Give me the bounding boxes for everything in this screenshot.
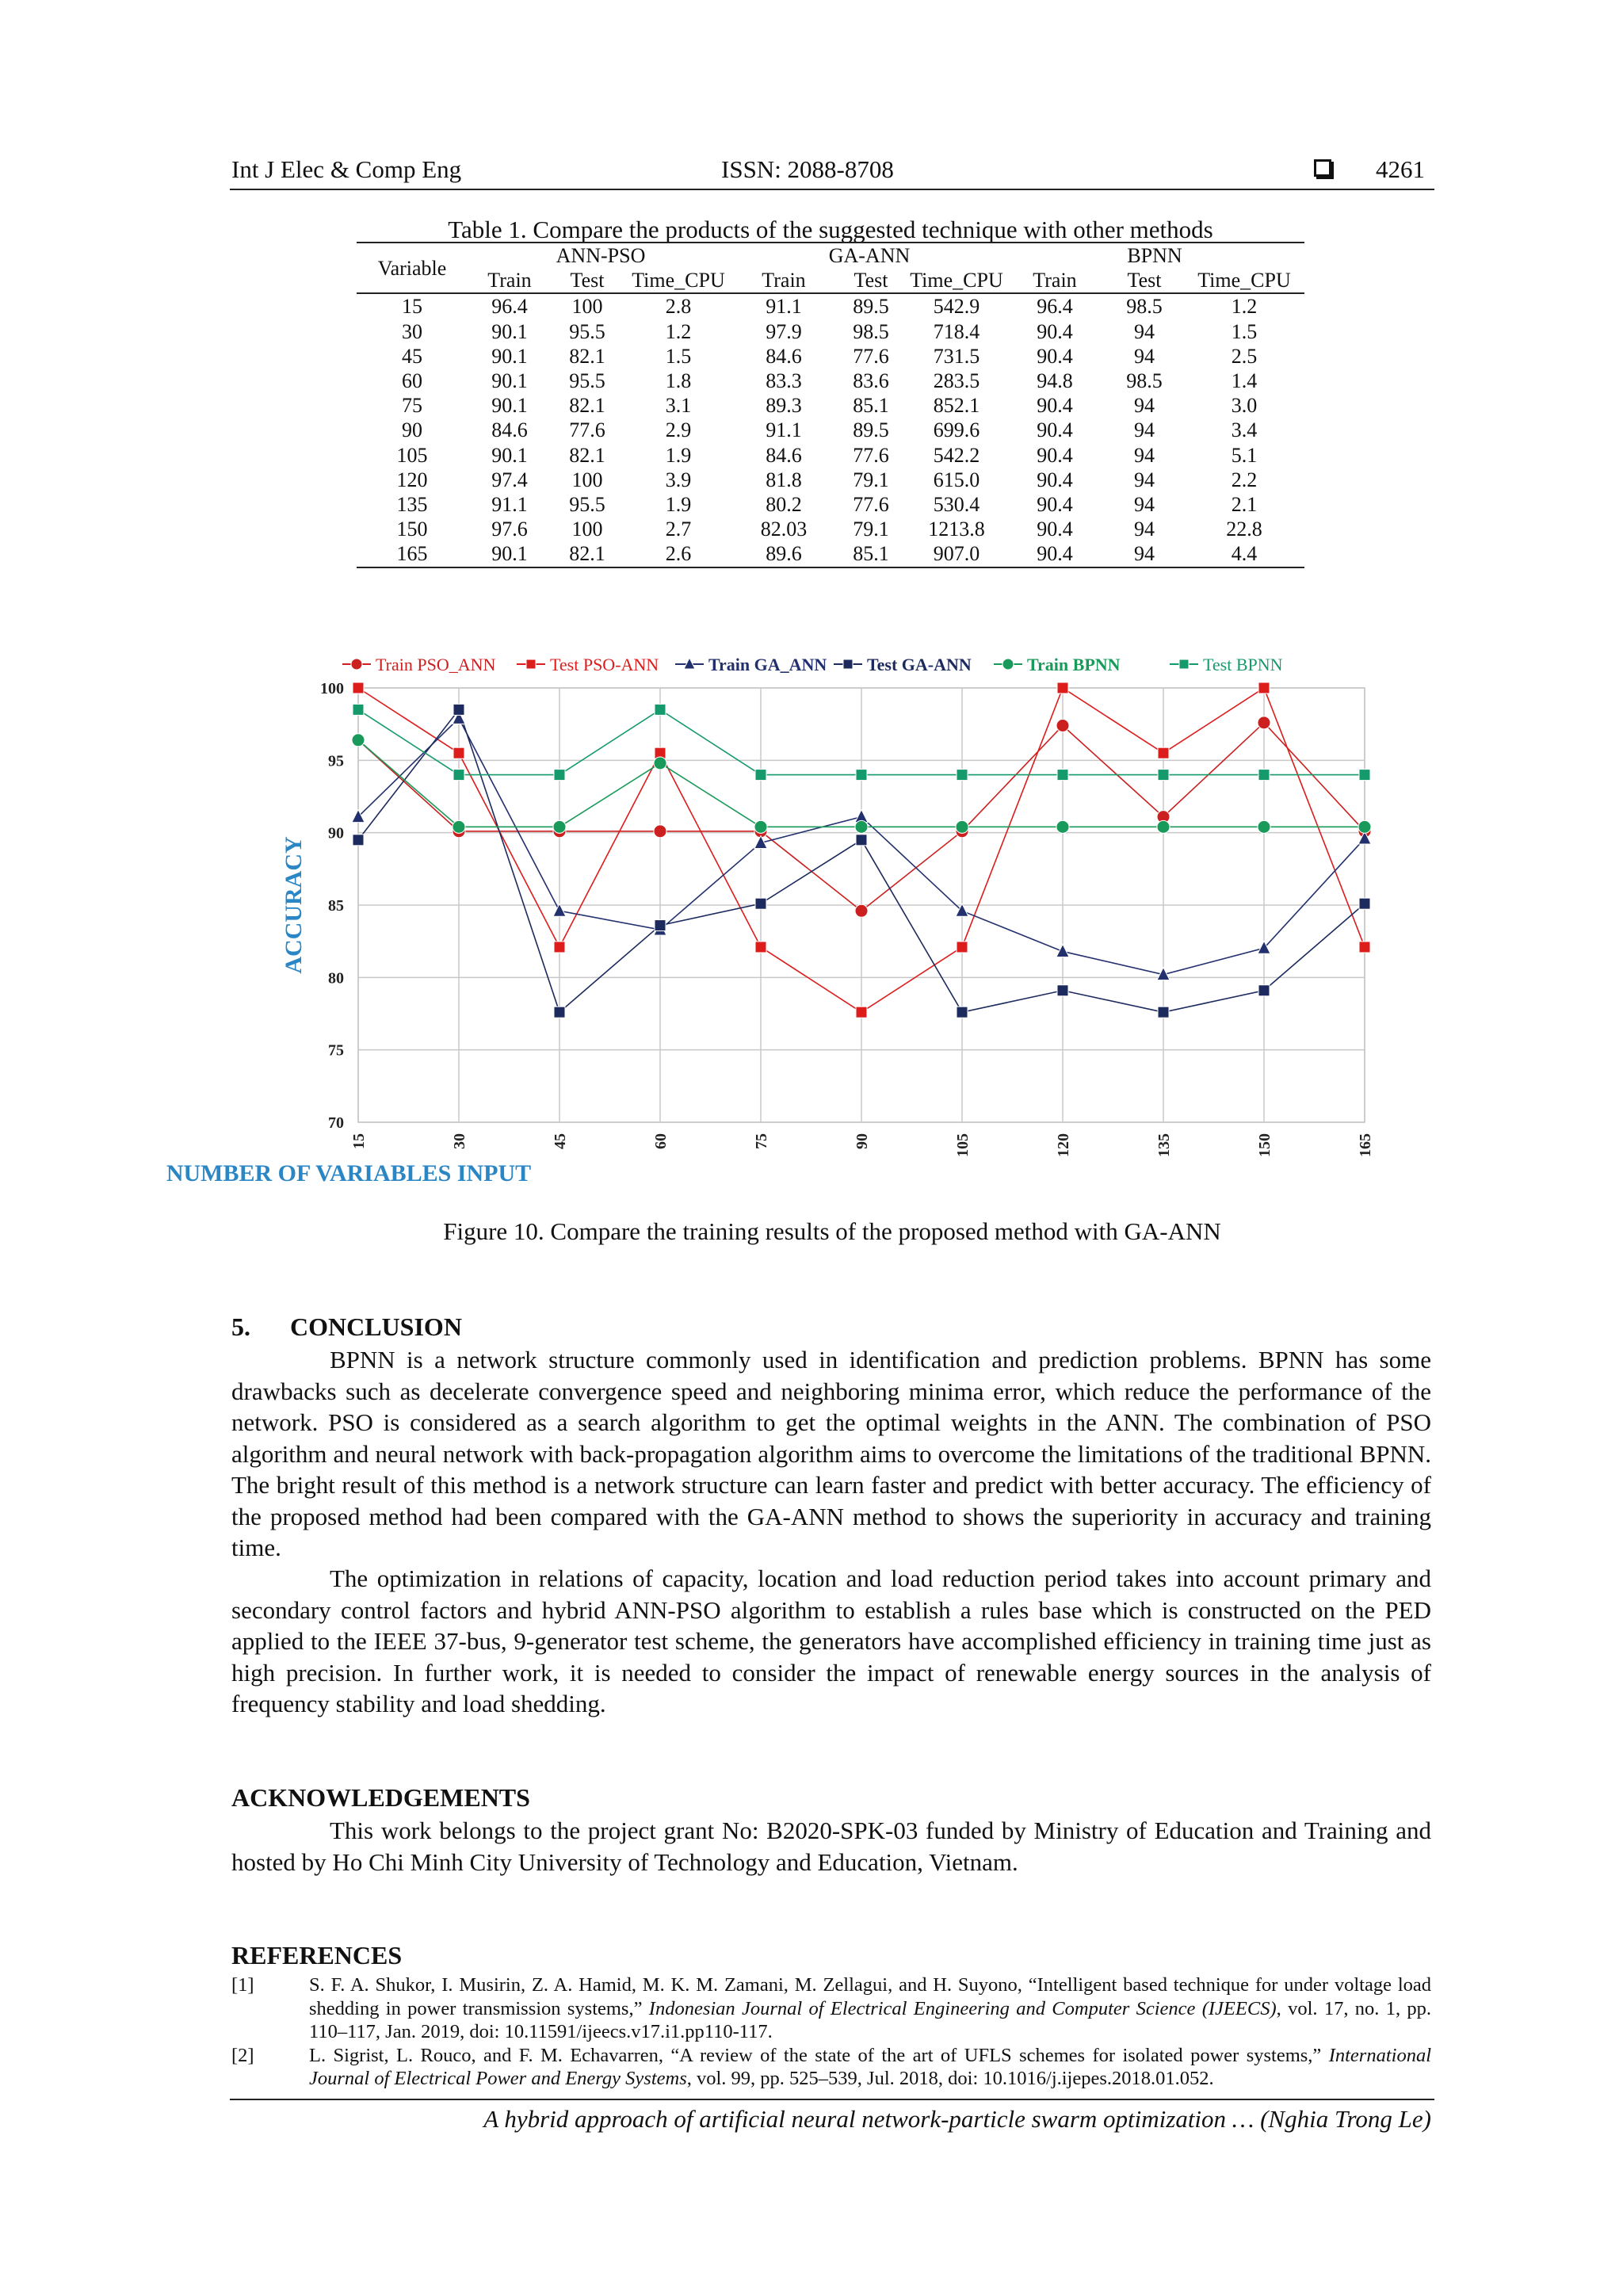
- y-tick-label: 90: [328, 824, 344, 842]
- x-tick-label: 165: [1357, 1133, 1374, 1157]
- table-row: [357, 293, 1304, 319]
- x-tick-label: 135: [1155, 1133, 1173, 1157]
- table-cell: 1.9: [665, 493, 692, 517]
- journal-name: Int J Elec & Comp Eng: [231, 155, 462, 183]
- table-cell: 5.1: [1231, 443, 1258, 467]
- acknowledgements-text: This work belongs to the project grant No: B2020-SPK-03 funded by Ministry of Education and Training and hosted by Ho Chi Minh City University of Technology and Education, Vietnam.: [231, 1817, 1431, 1876]
- data-point: [856, 770, 867, 781]
- y-tick-label: 85: [328, 897, 344, 915]
- table-cell: 1.4: [1231, 369, 1258, 393]
- table-cell: 90.4: [1037, 443, 1073, 467]
- table-cell: 94: [1105, 541, 1184, 567]
- legend-label: Train PSO_ANN: [376, 655, 496, 674]
- table-cell: 135: [396, 493, 428, 517]
- issn: ISSN: 2088-8708: [721, 155, 894, 183]
- table-cell: 2.6: [623, 541, 734, 567]
- page-box-icon: [1314, 159, 1331, 177]
- subheader: Time_CPU: [908, 268, 1005, 293]
- table-cell: 97.4: [491, 468, 528, 491]
- table-cell: 4.4: [1184, 541, 1304, 567]
- table-cell: 75: [402, 394, 422, 418]
- legend-marker: [1002, 659, 1014, 670]
- subheader: Time_CPU: [1184, 268, 1304, 293]
- reference-journal: Indonesian Journal of Electrical Engineering and Computer Science (IJEECS): [648, 1997, 1277, 2019]
- table-cell: 96.4: [1037, 295, 1073, 319]
- table-cell: 95.5: [569, 369, 605, 393]
- data-point: [755, 898, 766, 909]
- table-cell: 2.2: [1231, 468, 1258, 491]
- table-cell: 30: [402, 319, 422, 343]
- references-heading: REFERENCES: [231, 1941, 403, 1969]
- legend-label: Test GA-ANN: [867, 655, 972, 674]
- table-cell: 98.5: [1126, 295, 1163, 319]
- data-point: [554, 770, 565, 781]
- data-point: [655, 704, 666, 715]
- table-cell: 89.3: [766, 394, 802, 418]
- header-rule: [230, 189, 1434, 190]
- data-point: [1157, 820, 1170, 833]
- reference-list: [231, 1973, 1431, 2091]
- subheader: Time_CPU: [623, 268, 734, 293]
- group-header: ANN-PSO: [468, 243, 734, 268]
- x-tick-label: 15: [350, 1133, 368, 1149]
- table-cell: 90.4: [1037, 319, 1073, 343]
- table-cell: 82.03: [760, 518, 808, 541]
- table-row: [357, 541, 1304, 567]
- table-cell: 2.5: [1231, 344, 1258, 368]
- table-cell: 82.1: [569, 394, 605, 418]
- data-point: [755, 942, 766, 953]
- table-cell: 97.6: [491, 518, 528, 541]
- reference-number: [2]: [231, 2044, 254, 2066]
- data-point: [957, 1007, 968, 1018]
- subheader: Test: [834, 268, 908, 293]
- table-cell: 89.6: [734, 541, 834, 567]
- conclusion-paragraph-1: BPNN is a network structure commonly used in identification and prediction problems. BPNN has some drawbacks such as decelerate convergence speed and neighboring minima error, which reduce the performance of the network. PSO is considered as a search algorithm to get the optimal weights in the ANN. The combination of PSO algorithm and neural network with back-propagation algorithm aims to overcome the limitations of the traditional BPNN. The bright result of this method is a network structure can learn faster and predict with better accuracy. The efficiency of the proposed method had been compared with the GA-ANN method to shows the superiority in accuracy and training time.: [231, 1346, 1431, 1561]
- table-caption: Table 1. Compare the products of the suggested technique with other methods: [448, 216, 1213, 243]
- table-row: [357, 393, 1304, 418]
- data-point: [1158, 1007, 1169, 1018]
- table-row: [357, 468, 1304, 492]
- subheader: Train: [468, 268, 552, 293]
- table-cell: 94: [1134, 418, 1155, 442]
- table-cell: 84.6: [766, 344, 802, 368]
- table-cell: 15: [402, 295, 422, 319]
- data-point: [1056, 719, 1069, 732]
- x-tick-label: 30: [451, 1133, 468, 1149]
- data-point: [855, 904, 868, 917]
- table-cell: 90.4: [1037, 518, 1073, 541]
- table-cell: 98.5: [853, 319, 889, 343]
- table-cell: 22.8: [1226, 518, 1262, 541]
- table-cell: 530.4: [933, 493, 980, 517]
- table-cell: 83.3: [766, 369, 802, 393]
- legend-label: Test BPNN: [1203, 655, 1283, 674]
- data-point: [654, 825, 666, 838]
- table-cell: 105: [396, 443, 428, 467]
- table-cell: 731.5: [933, 344, 980, 368]
- data-point: [1056, 820, 1069, 833]
- x-tick-label: 120: [1055, 1133, 1072, 1157]
- table-cell: 542.2: [933, 443, 980, 467]
- table-cell: 90.4: [1037, 493, 1073, 517]
- table-cell: 90: [402, 418, 422, 442]
- data-point: [1358, 820, 1371, 833]
- data-point: [1057, 682, 1068, 693]
- group-header: BPNN: [1005, 243, 1304, 268]
- data-point: [1158, 747, 1169, 758]
- table-row: [357, 443, 1304, 468]
- table-cell: 1213.8: [928, 518, 985, 541]
- group-header: GA-ANN: [734, 243, 1005, 268]
- reference-item: [231, 2044, 1431, 2091]
- table-row: [357, 369, 1304, 393]
- data-point: [1158, 770, 1169, 781]
- x-tick-label: 60: [652, 1133, 670, 1149]
- reference-item: [231, 1973, 1431, 2044]
- table-cell: 150: [396, 518, 428, 541]
- data-point: [353, 704, 364, 715]
- subheader: Test: [1105, 268, 1184, 293]
- table-cell: 2.8: [665, 295, 692, 319]
- data-point: [453, 747, 464, 758]
- table-cell: 90.1: [491, 443, 528, 467]
- table-cell: 82.1: [569, 344, 605, 368]
- table-cell: 85.1: [834, 541, 908, 567]
- table-cell: 699.6: [933, 418, 980, 442]
- table-cell: 94: [1134, 493, 1155, 517]
- data-point: [755, 770, 766, 781]
- table-cell: 100: [571, 468, 603, 491]
- table-cell: 120: [396, 468, 428, 491]
- data-point: [453, 704, 464, 715]
- data-point: [353, 835, 364, 846]
- table-cell: 90.4: [1037, 344, 1073, 368]
- data-point: [554, 1007, 565, 1018]
- table-cell: 84.6: [491, 418, 528, 442]
- reference-details: , vol. 17, no. 1, pp. 110–117, Jan. 2019, doi: 10.11591/ijeecs.v17.i1.pp110-117.: [309, 1997, 1432, 2042]
- reference-journal: International Journal of Electrical Power and Energy Systems: [309, 2044, 1431, 2089]
- table-cell: 615.0: [933, 468, 980, 491]
- table-cell: 95.5: [569, 319, 605, 343]
- table-cell: 94: [1134, 443, 1155, 467]
- page-number: 4261: [1376, 155, 1425, 183]
- legend-label: Test PSO-ANN: [550, 655, 659, 674]
- table-cell: 91.1: [766, 418, 802, 442]
- table-cell: 97.9: [766, 319, 802, 343]
- table-cell: 85.1: [853, 394, 889, 418]
- table-row: [357, 418, 1304, 442]
- data-point: [1258, 716, 1270, 729]
- acknowledgements-heading: ACKNOWLEDGEMENTS: [231, 1783, 530, 1812]
- figure-caption: Figure 10. Compare the training results of the proposed method with GA-ANN: [443, 1217, 1221, 1245]
- table-cell: 1.8: [665, 369, 692, 393]
- table-cell: 90.1: [468, 541, 552, 567]
- table-cell: 90.4: [1037, 468, 1073, 491]
- conclusion-heading: CONCLUSION: [290, 1312, 462, 1341]
- table-cell: 94: [1134, 344, 1155, 368]
- data-point: [654, 757, 666, 770]
- table-cell: 3.9: [665, 468, 692, 491]
- legend-marker: [351, 659, 362, 670]
- table-cell: 77.6: [853, 493, 889, 517]
- data-point: [553, 820, 566, 833]
- table-cell: 3.4: [1231, 418, 1258, 442]
- data-point: [1258, 985, 1270, 996]
- data-point: [956, 820, 968, 833]
- footer-title: A hybrid approach of artificial neural network-particle swarm optimization … (Nghia Trong Le): [483, 2105, 1431, 2133]
- y-tick-label: 70: [328, 1114, 344, 1132]
- table-cell: 90.1: [491, 344, 528, 368]
- y-tick-label: 80: [328, 969, 344, 988]
- data-point: [655, 920, 666, 931]
- table-cell: 91.1: [491, 493, 528, 517]
- table-cell: 94.8: [1037, 369, 1073, 393]
- data-point: [352, 734, 365, 747]
- legend-marker: [843, 659, 853, 669]
- table-cell: 100: [571, 518, 603, 541]
- subheader: Train: [1005, 268, 1105, 293]
- data-point: [1057, 985, 1068, 996]
- data-point: [1359, 898, 1370, 909]
- table-cell: 91.1: [766, 295, 802, 319]
- table-cell: 83.6: [853, 369, 889, 393]
- table-cell: 2.9: [665, 418, 692, 442]
- x-tick-label: 45: [552, 1133, 569, 1149]
- table-cell: 1.5: [1231, 319, 1258, 343]
- table-cell: 95.5: [569, 493, 605, 517]
- conclusion-number: 5.: [231, 1312, 250, 1341]
- data-point: [754, 820, 767, 833]
- y-axis-label: ACCURACY: [281, 836, 307, 974]
- variable-header: Variable: [357, 243, 468, 293]
- table-cell: 79.1: [853, 468, 889, 491]
- subheader: Train: [734, 268, 834, 293]
- table-cell: 1.2: [665, 319, 692, 343]
- table-cell: 90.1: [491, 369, 528, 393]
- table-cell: 3.1: [665, 394, 692, 418]
- results-table: [357, 242, 1304, 568]
- data-point: [1258, 770, 1270, 781]
- table-cell: 2.1: [1231, 493, 1258, 517]
- table-cell: 94: [1134, 518, 1155, 541]
- data-point: [453, 820, 465, 833]
- table-row: [357, 319, 1304, 344]
- table-cell: 165: [357, 541, 468, 567]
- table-cell: 542.9: [933, 295, 980, 319]
- table-cell: 1.2: [1231, 295, 1258, 319]
- table-cell: 82.1: [569, 443, 605, 467]
- table-cell: 100: [571, 295, 603, 319]
- data-point: [957, 770, 968, 781]
- table-cell: 90.4: [1037, 394, 1073, 418]
- x-tick-label: 90: [854, 1133, 871, 1149]
- table-cell: 852.1: [933, 394, 980, 418]
- table-cell: 80.2: [766, 493, 802, 517]
- table-cell: 89.5: [853, 295, 889, 319]
- data-point: [1258, 820, 1270, 833]
- table-cell: 283.5: [933, 369, 980, 393]
- data-point: [554, 942, 565, 953]
- data-point: [1057, 770, 1068, 781]
- table-cell: 90.1: [491, 319, 528, 343]
- legend-label: Train GA_ANN: [708, 655, 827, 674]
- data-point: [957, 942, 968, 953]
- legend-marker: [526, 659, 536, 669]
- table-cell: 45: [402, 344, 422, 368]
- table-cell: 81.8: [766, 468, 802, 491]
- table-cell: 77.6: [569, 418, 605, 442]
- data-point: [1258, 682, 1270, 693]
- data-point: [856, 835, 867, 846]
- data-point: [353, 682, 364, 693]
- x-tick-label: 150: [1256, 1133, 1274, 1157]
- data-point: [1359, 770, 1370, 781]
- table-row: [357, 344, 1304, 369]
- data-point: [856, 1007, 867, 1018]
- conclusion-paragraph-2: The optimization in relations of capacity, location and load reduction period takes into account primary and secondary control factors and hybrid ANN-PSO algorithm to establish a rules base which is constructed on the PED applied to the IEEE 37-bus, 9-generator test scheme, the generators have accomplished efficiency in training time just as high precision. In further work, it is needed to consider the impact of renewable energy sources in the analysis of frequency stability and load shedding.: [231, 1564, 1431, 1717]
- table-cell: 1.5: [665, 344, 692, 368]
- accuracy-line-chart: [166, 634, 1395, 1197]
- data-point: [1359, 942, 1370, 953]
- legend-marker: [1179, 659, 1189, 669]
- table-cell: 718.4: [933, 319, 980, 343]
- table-cell: 79.1: [853, 518, 889, 541]
- table-cell: 2.7: [665, 518, 692, 541]
- y-tick-label: 95: [328, 752, 344, 770]
- table-cell: 96.4: [491, 295, 528, 319]
- table-cell: 82.1: [552, 541, 623, 567]
- table-cell: 94: [1134, 319, 1155, 343]
- footer-rule: [230, 2099, 1434, 2100]
- data-point: [855, 820, 868, 833]
- table-cell: 90.4: [1037, 418, 1073, 442]
- x-tick-label: 105: [954, 1133, 972, 1157]
- table-row: [357, 492, 1304, 517]
- reference-authors-title: L. Sigrist, L. Rouco, and F. M. Echavarren, “A review of the state of the art of UFLS schemes for isolated power systems,”: [309, 2044, 1329, 2066]
- reference-number: [1]: [231, 1974, 254, 1996]
- table-cell: 1.9: [665, 443, 692, 467]
- table-cell: 90.4: [1005, 541, 1105, 567]
- table-cell: 89.5: [853, 418, 889, 442]
- subheader: Test: [552, 268, 623, 293]
- table-cell: 907.0: [908, 541, 1005, 567]
- table-row: [357, 517, 1304, 541]
- table-cell: 90.1: [491, 394, 528, 418]
- table-cell: 77.6: [853, 344, 889, 368]
- x-tick-label: 75: [753, 1133, 770, 1149]
- table-cell: 94: [1134, 468, 1155, 491]
- table-cell: 60: [402, 369, 422, 393]
- y-tick-label: 75: [328, 1041, 344, 1060]
- table-cell: 77.6: [853, 443, 889, 467]
- table-cell: 84.6: [766, 443, 802, 467]
- legend-label: Train BPNN: [1027, 655, 1121, 674]
- table-cell: 94: [1134, 394, 1155, 418]
- table-cell: 3.0: [1231, 394, 1258, 418]
- table-cell: 98.5: [1126, 369, 1163, 393]
- reference-details: , vol. 99, pp. 525–539, Jul. 2018, doi: 10.1016/j.ijepes.2018.01.052.: [686, 2068, 1214, 2089]
- y-tick-label: 100: [320, 680, 344, 697]
- x-axis-label: NUMBER OF VARIABLES INPUT: [166, 1160, 532, 1186]
- reference-authors-title: S. F. A. Shukor, I. Musirin, Z. A. Hamid, M. K. M. Zamani, M. Zellagui, and H. Suyono, “Intelligent based technique for under voltage load shedding in power transmission systems,”: [309, 1974, 1431, 2019]
- data-point: [453, 770, 464, 781]
